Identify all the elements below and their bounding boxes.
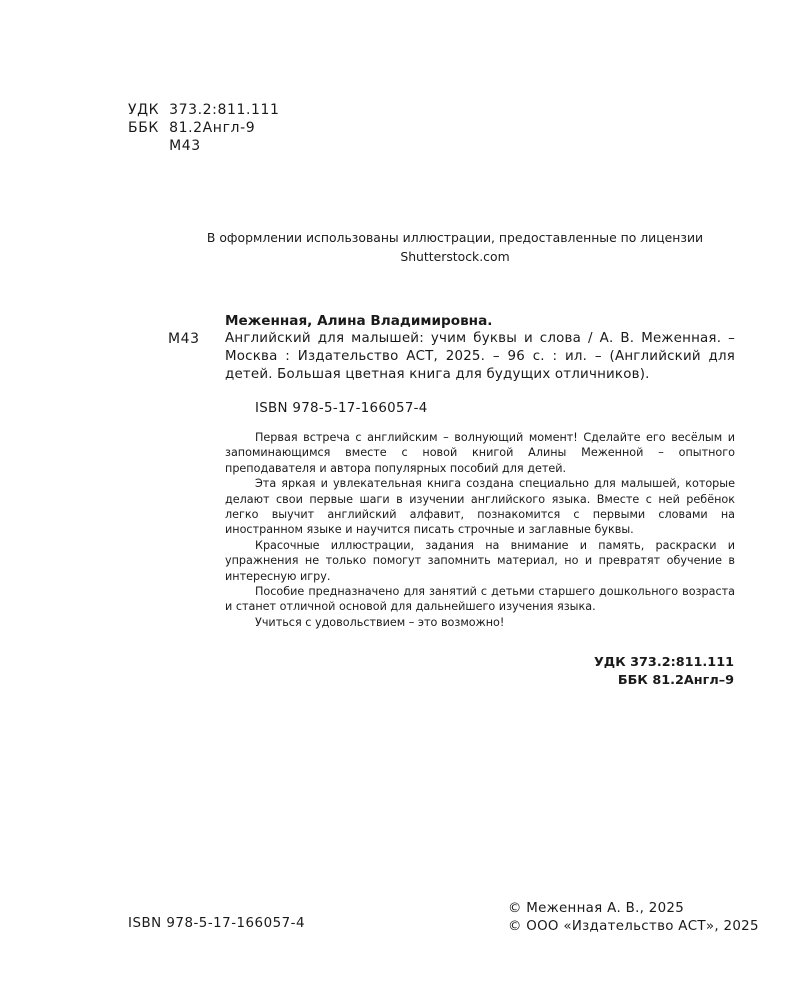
bbk-label: ББК	[128, 120, 159, 136]
copyright-author: © Меженная А. В., 2025	[508, 901, 685, 916]
udk-code: УДК 373.2:811.111	[593, 655, 734, 670]
bib-author-code: М43	[168, 331, 200, 347]
class-codes	[594, 654, 734, 690]
illustration-notice-line2: Shutterstock.com	[400, 249, 510, 264]
copyright-publisher: © ООО «Издательство АСТ», 2025	[508, 919, 759, 934]
bib-description: Английский для малышей: учим буквы и слова / А. В. Меженная. – Москва : Издательство АСТ, 2025. – 96 с. : ил. – (Английский для детей. Большая цветная книга для будущих отличников).	[225, 331, 735, 382]
udk-value: 373.2:811.111	[169, 102, 280, 118]
annotation-paragraph: Эта яркая и увлекательная книга создана специально для малышей, которые делают свои первые шаги в изучении английского языка. Вместе с ней ребёнок легко выучит английский алфавит, познакомится с первыми словами на иностранном языке и научится писать строчные и заглавные буквы.	[225, 477, 735, 537]
udk-row	[128, 101, 280, 119]
illustration-notice-line1: В оформлении использованы иллюстрации, предоставленные по лицензии	[206, 230, 704, 245]
author-mark-value: М43	[169, 138, 201, 154]
annotation-paragraph: Пособие предназначено для занятий с детьми старшего дошкольного возраста и станет отличной основой для дальнейшего изучения языка.	[225, 585, 735, 614]
bbk-value: 81.2Англ-9	[169, 120, 256, 136]
bib-author: Меженная, Алина Владимировна.	[225, 313, 493, 329]
bbk-code: ББК 81.2Англ–9	[617, 673, 734, 688]
annotation-paragraph: Красочные иллюстрации, задания на внимание и память, раскраски и упражнения не только помогут запомнить материал, но и превратят обучение в интересную игру.	[225, 538, 735, 583]
annotation-paragraph: Первая встреча с английским – волнующий момент! Сделайте его весёлым и запоминающимся вместе с новой книгой Алины Меженной – опытного преподавателя и автора популярных пособий для детей.	[225, 431, 735, 475]
bib-isbn: ISBN 978-5-17-166057-4	[255, 401, 428, 416]
udk-label: УДК	[128, 102, 160, 118]
annotation-paragraph: Учиться с удовольствием – это возможно!	[255, 615, 505, 629]
footer-isbn: ISBN 978-5-17-166057-4	[128, 916, 305, 931]
copyrights	[508, 900, 759, 936]
annotation	[225, 430, 735, 630]
bbk-row	[128, 119, 255, 137]
illustration-notice	[200, 228, 710, 266]
author-mark-row	[128, 137, 201, 155]
